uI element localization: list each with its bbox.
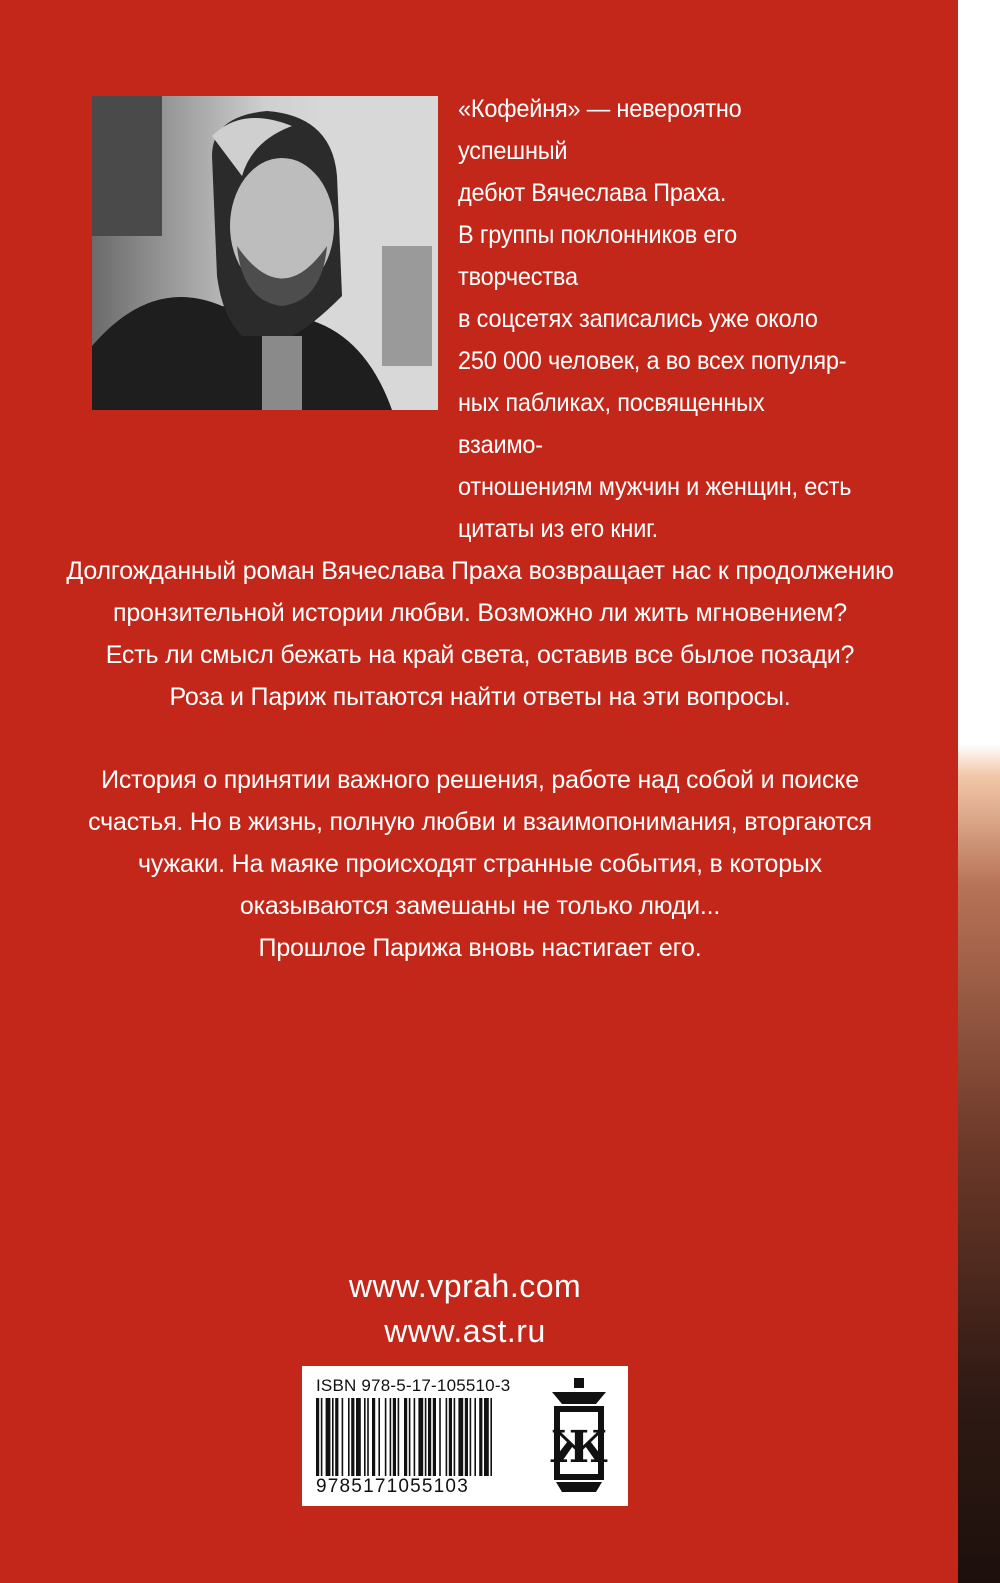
barcode-bar [439, 1398, 441, 1476]
barcode-bar [372, 1398, 375, 1476]
barcode [316, 1398, 526, 1476]
barcode-digits: 9785171055103 [316, 1476, 469, 1497]
barcode-bar [316, 1398, 319, 1476]
lantern-zh-icon [546, 1378, 612, 1496]
adjacent-page-edge [958, 0, 1000, 1583]
bio-line: «Кофейня» — невероятно успешный [458, 95, 742, 165]
isbn-barcode-box [302, 1366, 628, 1506]
bio-line: отношениям мужчин и женщин, есть [458, 473, 852, 501]
barcode-bar [390, 1398, 392, 1476]
barcode-bar [490, 1398, 492, 1476]
barcode-bar [470, 1398, 472, 1476]
bio-line: в соцсетях записались уже около [458, 305, 818, 333]
barcode-bar [356, 1398, 361, 1476]
description-line: чужаки. На маяке происходят странные события, в которых [138, 850, 822, 878]
bio-line: 250 000 человек, а во всех популяр- [458, 347, 847, 375]
barcode-bar [418, 1398, 423, 1476]
isbn-label: ISBN 978-5-17-105510-3 [316, 1376, 511, 1395]
barcode-bar [404, 1398, 407, 1476]
barcode-bar [433, 1398, 436, 1476]
bio-line: В группы поклонников его творчества [458, 221, 737, 291]
barcode-bar [428, 1398, 431, 1476]
barcode-bar [474, 1398, 476, 1476]
author-website-link[interactable]: www.vprah.com [348, 1268, 582, 1304]
description-line: пронзительной истории любви. Возможно ли жить мгновением? [112, 599, 847, 627]
barcode-bar [367, 1398, 369, 1476]
author-bio [458, 88, 853, 550]
bio-line: ных пабликах, посвященных взаимо- [458, 389, 765, 459]
barcode-bar [351, 1398, 354, 1476]
description-line: Есть ли смысл бежать на край света, оставив все былое позади? [105, 641, 855, 669]
barcode-bar [454, 1398, 456, 1476]
barcode-bar [321, 1398, 323, 1476]
barcode-bar [378, 1398, 380, 1476]
barcode-bar [446, 1398, 448, 1476]
description-line: счастья. Но в жизнь, полную любви и взаимопонимания, вторгаются [88, 808, 872, 836]
barcode-bar [458, 1398, 463, 1476]
description-line: оказываются замешаны не только люди... [239, 892, 721, 920]
barcode-bar [398, 1398, 400, 1476]
barcode-bar [409, 1398, 411, 1476]
barcode-bar [385, 1398, 387, 1476]
svg-text:Ж: Ж [550, 1422, 608, 1473]
barcode-bar [326, 1398, 331, 1476]
barcode-bar [342, 1398, 344, 1476]
description-line: Прошлое Парижа вновь настигает его. [258, 934, 702, 962]
barcode-bar [348, 1398, 350, 1476]
barcode-bar [425, 1398, 427, 1476]
description-line: История о принятии важного решения, работе над собой и поиске [101, 766, 859, 794]
bio-line: цитаты из его книг. [458, 515, 659, 543]
barcode-bar [393, 1398, 396, 1476]
author-photo [92, 96, 438, 410]
barcode-bar [364, 1398, 366, 1476]
barcode-bar [465, 1398, 468, 1476]
book-description-1 [20, 550, 940, 718]
book-description-2 [20, 759, 940, 969]
description-line: Долгожданный роман Вячеслава Праха возвращает нас к продолжению [66, 557, 894, 585]
barcode-bar [332, 1398, 334, 1476]
barcode-bar [479, 1398, 482, 1476]
barcode-bar [449, 1398, 452, 1476]
barcode-bar [414, 1398, 416, 1476]
description-line: Роза и Париж пытаются найти ответы на эти вопросы. [169, 683, 791, 711]
barcode-bar [335, 1398, 338, 1476]
barcode-bar [484, 1398, 489, 1476]
publisher-website-link[interactable]: www.ast.ru [384, 1313, 546, 1349]
author-photo-image [92, 96, 438, 410]
bio-line: дебют Вячеслава Праха. [458, 179, 727, 207]
